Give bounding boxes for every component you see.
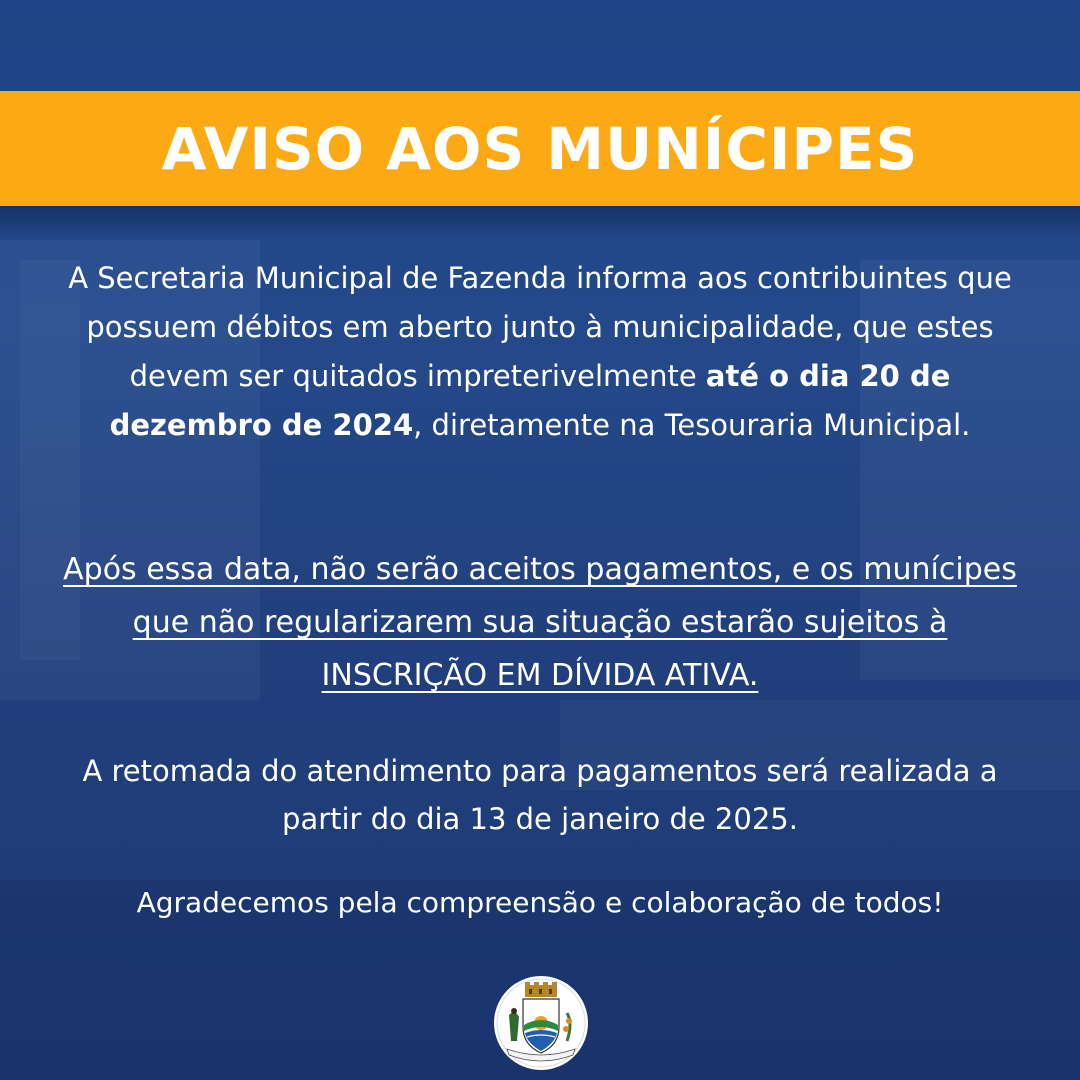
title-banner xyxy=(0,91,1080,206)
notice-paragraph-warning: Após essa data, não serão aceitos pagamentos, e os munícipes que não regularizarem sua situação estarão sujeitos à INSCRIÇÃO EM DÍVIDA ATIVA. xyxy=(63,552,1017,693)
page-title: AVISO AOS MUNÍCIPES xyxy=(161,114,919,183)
notice-paragraph-resumption: A retomada do atendimento para pagamentos será realizada a partir do dia 13 de janeiro de 2025. xyxy=(82,754,998,836)
notice-location-text: , diretamente na Tesouraria Municipal. xyxy=(413,408,971,442)
banner-shadow xyxy=(0,200,1080,240)
notice-intro-text: A Secretaria Municipal de Fazenda informa aos contribuintes que possuem débitos em aberto junto à municipalidade, que estes devem ser quitados impreterivelmente xyxy=(68,261,1012,393)
deadline-text: até o dia 20 de dezembro de 2024 xyxy=(109,359,951,442)
municipal-coat-of-arms-icon xyxy=(493,975,589,1071)
notice-paragraph-debts xyxy=(60,254,1020,450)
notice-paragraph-thanks: Agradecemos pela compreensão e colaboração de todos! xyxy=(136,886,944,919)
